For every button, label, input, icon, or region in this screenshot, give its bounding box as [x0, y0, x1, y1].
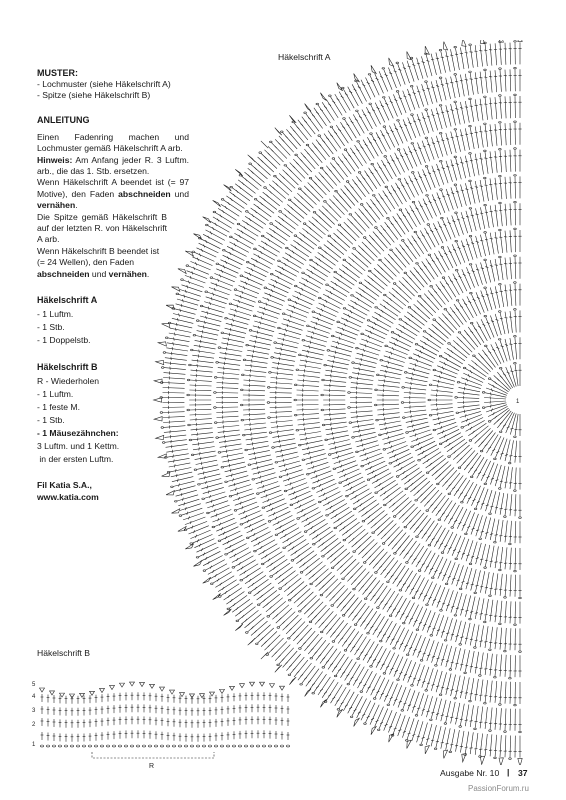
p3-and: und — [170, 188, 189, 199]
legend-a-item-2: - 1 Stb. — [37, 322, 65, 333]
p5-text: Wenn Häkelschrift B beendet ist (= 24 Wellen), den Faden — [37, 245, 160, 268]
crochet-chart-b — [30, 672, 300, 772]
chart-b-row-label: 2 — [32, 722, 36, 728]
footer-separator: | — [507, 767, 510, 777]
chart-a-stitches — [154, 40, 523, 765]
p3-end: . — [75, 200, 78, 211]
p3-bold-1: abschneiden — [118, 188, 171, 199]
chart-b-caption: Häkelschrift B — [37, 648, 91, 658]
p5-end: . — [146, 268, 150, 279]
muster-heading: MUSTER: — [37, 68, 78, 78]
chart-a-center-label: 1 — [516, 399, 520, 405]
chart-a-caption: Häkelschrift A — [278, 52, 331, 62]
p5-bold-2: vernähen — [108, 268, 147, 279]
chart-b-row-label: 5 — [32, 682, 36, 688]
crochet-chart-a — [150, 40, 530, 765]
issue-label: Ausgabe Nr. 10 — [440, 768, 500, 778]
brand-name: Fil Katia S.A., — [37, 480, 92, 491]
legend-a-item-1: - 1 Luftm. — [37, 309, 74, 320]
legend-b-item-4: - 1 Stb. — [37, 415, 65, 426]
p3-text: Wenn Häkelschrift A beendet ist (= 97 Motive), den Faden — [37, 177, 189, 199]
legend-a-title: Häkelschrift A — [37, 295, 98, 306]
chart-b-row-label: 4 — [32, 694, 36, 700]
anleitung-p1: Einen Fadenring machen und Lochmuster gemäß Häkelschrift A arb. — [37, 131, 189, 154]
legend-b-picot-detail-2: in der ersten Luftm. — [37, 454, 114, 465]
chart-b-row-label: 1 — [32, 742, 36, 748]
anleitung-p4: Die Spitze gemäß Häkelschrift B auf der letzten R. von Häkelschrift A arb. — [37, 211, 167, 245]
hinweis-text: Am Anfang jeder R. 3 Luftm. arb., die das 1. Stb. ersetzen. — [37, 154, 189, 177]
chart-b-repeat-label: R — [149, 763, 155, 770]
muster-item-2: - Spitze (siehe Häkelschrift B) — [37, 90, 151, 101]
hinweis-label: Hinweis: — [37, 154, 73, 165]
legend-b-picot-detail-1: 3 Luftm. und 1 Kettm. — [37, 441, 120, 452]
anleitung-p5 — [37, 246, 167, 280]
brand-url: www.katia.com — [37, 491, 99, 502]
p5-bold-1: abschneiden — [37, 268, 90, 279]
anleitung-heading: ANLEITUNG — [37, 114, 90, 125]
legend-b-item-1: R - Wiederholen — [37, 376, 100, 387]
p5-and: und — [89, 268, 109, 279]
legend-b-item-2: - 1 Luftm. — [37, 389, 74, 400]
legend-b-title: Häkelschrift B — [37, 362, 98, 373]
p3-bold-2: vernähen — [37, 200, 76, 211]
muster-item-1: - Lochmuster (siehe Häkelschrift A) — [37, 79, 171, 89]
chart-b-row-label: 3 — [32, 708, 36, 714]
legend-b-item-3: - 1 feste M. — [37, 402, 80, 413]
legend-a-item-3: - 1 Doppelstb. — [37, 335, 91, 346]
chart-b-stitches — [40, 682, 290, 758]
page-number: 37 — [518, 768, 528, 778]
legend-b-picot: - 1 Mäusezähnchen: — [37, 428, 119, 439]
watermark: PassionForum.ru — [468, 784, 529, 793]
